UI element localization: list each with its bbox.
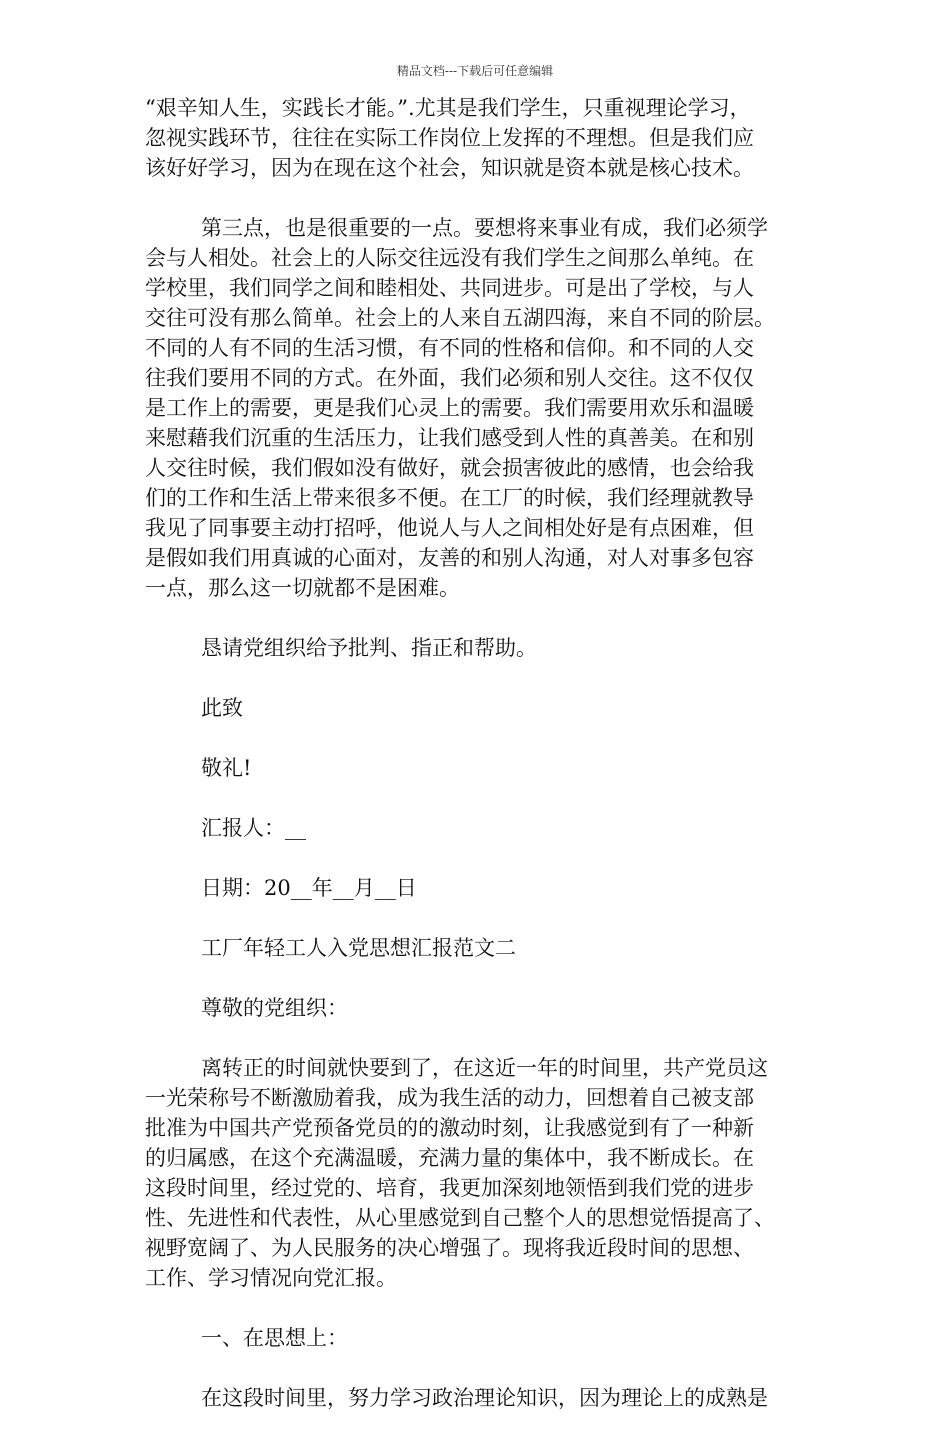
paragraph-line: 学校里，我们同学之间和睦相处、共同进步。可是出了学校，与人 xyxy=(145,276,754,300)
paragraph xyxy=(145,633,813,663)
paragraph-line: 工作、学习情况向党汇报。 xyxy=(145,1266,397,1290)
paragraph-line: 的归属感，在这个充满温暖，充满力量的集体中，我不断成长。在 xyxy=(145,1146,754,1170)
paragraph-line: 尊敬的党组织： xyxy=(201,996,348,1020)
paragraph-line: 忽视实践环节，往往在实际工作岗位上发挥的不理想。但是我们应 xyxy=(145,126,754,150)
paragraph xyxy=(145,1323,813,1353)
paragraph-line: 在这段时间里，努力学习政治理论知识，因为理论上的成熟是 xyxy=(201,1386,768,1410)
document-body xyxy=(145,93,813,1443)
paragraph-line: 批准为中国共产党预备党员的的激动时刻，让我感觉到有了一种新 xyxy=(145,1116,754,1140)
paragraph-line: 该好好学习，因为在现在这个社会，知识就是资本就是核心技术。 xyxy=(145,156,754,180)
paragraph-line: 第三点，也是很重要的一点。要想将来事业有成，我们必须学 xyxy=(201,216,768,240)
paragraph-line: 一点，那么这一切就都不是困难。 xyxy=(145,576,460,600)
paragraph xyxy=(145,693,813,723)
paragraph-line: 敬礼! xyxy=(201,756,252,780)
paragraph-line: 日期：20__年__月__日 xyxy=(201,876,417,900)
paragraph xyxy=(145,873,813,903)
paragraph xyxy=(145,1053,813,1293)
paragraph-line: 离转正的时间就快要到了，在这近一年的时间里，共产党员这 xyxy=(201,1056,768,1080)
paragraph-line: 汇报人：__ xyxy=(201,816,306,840)
paragraph-line: 恳请党组织给予批判、指正和帮助。 xyxy=(201,636,537,660)
page-header: 精品文档---下载后可任意编辑 xyxy=(396,64,554,78)
paragraph-line: 我见了同事要主动打招呼，他说人与人之间相处好是有点困难，但 xyxy=(145,516,754,540)
paragraph-line: 来慰藉我们沉重的生活压力，让我们感受到人性的真善美。在和别 xyxy=(145,426,754,450)
paragraph-line: 是假如我们用真诚的心面对，友善的和别人沟通，对人对事多包容 xyxy=(145,546,754,570)
paragraph-line: 一、在思想上： xyxy=(201,1326,348,1350)
paragraph-line: 视野宽阔了、为人民服务的决心增强了。现将我近段时间的思想、 xyxy=(145,1236,754,1260)
paragraph-line: 们的工作和生活上带来很多不便。在工厂的时候，我们经理就教导 xyxy=(145,486,754,510)
paragraph-line: “艰辛知人生，实践长才能。”.尤其是我们学生，只重视理论学习， xyxy=(145,96,751,120)
paragraph xyxy=(145,933,813,963)
paragraph-line: 不同的人有不同的生活习惯，有不同的性格和信仰。和不同的人交 xyxy=(145,336,754,360)
paragraph xyxy=(145,93,813,183)
paragraph-line: 此致 xyxy=(201,696,243,720)
paragraph xyxy=(145,213,813,603)
paragraph-line: 一光荣称号不断激励着我，成为我生活的动力，回想着自己被支部 xyxy=(145,1086,754,1110)
paragraph-line: 人交往时候，我们假如没有做好，就会损害彼此的感情，也会给我 xyxy=(145,456,754,480)
paragraph xyxy=(145,993,813,1023)
paragraph-line: 交往可没有那么简单。社会上的人来自五湖四海，来自不同的阶层。 xyxy=(145,306,775,330)
paragraph-line: 这段时间里，经过党的、培育，我更加深刻地领悟到我们党的进步 xyxy=(145,1176,754,1200)
paragraph xyxy=(145,813,813,843)
paragraph-line: 会与人相处。社会上的人际交往远没有我们学生之间那么单纯。在 xyxy=(145,246,754,270)
paragraph-line: 性、先进性和代表性，从心里感觉到自己整个人的思想觉悟提高了、 xyxy=(145,1206,775,1230)
paragraph-line: 往我们要用不同的方式。在外面，我们必须和别人交往。这不仅仅 xyxy=(145,366,754,390)
paragraph xyxy=(145,1383,813,1413)
paragraph-line: 是工作上的需要，更是我们心灵上的需要。我们需要用欢乐和温暖 xyxy=(145,396,754,420)
paragraph xyxy=(145,753,813,783)
paragraph-line: 工厂年轻工人入党思想汇报范文二 xyxy=(201,936,516,960)
